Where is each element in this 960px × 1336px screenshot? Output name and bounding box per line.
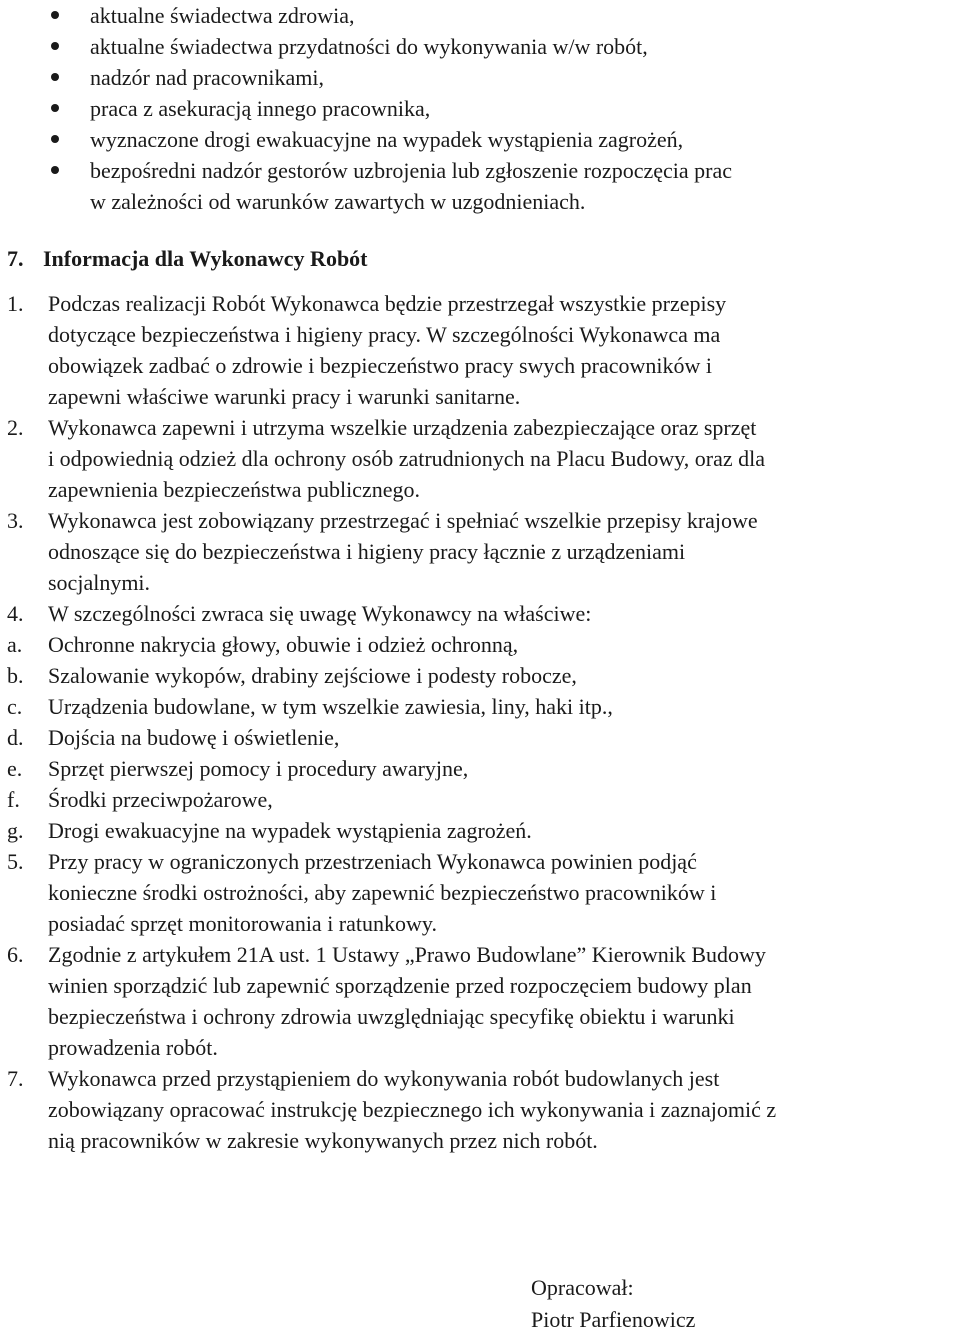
list-text-line: konieczne środki ostrożności, aby zapewnić bezpieczeństwo pracowników i <box>48 880 717 905</box>
bullet-icon <box>51 11 59 19</box>
list-item <box>0 598 960 629</box>
bullet-text: aktualne świadectwa przydatności do wykonywania w/w robót, <box>90 34 648 59</box>
list-marker: 2. <box>7 415 24 440</box>
bullet-item <box>0 124 960 155</box>
list-text-line: Dojścia na budowę i oświetlenie, <box>48 725 340 750</box>
bullet-text: nadzór nad pracownikami, <box>90 65 324 90</box>
list-item <box>0 846 960 939</box>
list-marker: 5. <box>7 849 24 874</box>
list-text-line: Wykonawca przed przystąpieniem do wykonywania robót budowlanych jest <box>48 1066 720 1091</box>
list-marker: 3. <box>7 508 24 533</box>
list-text-line: Urządzenia budowlane, w tym wszelkie zawiesia, liny, haki itp., <box>48 694 613 719</box>
bullet-item <box>0 31 960 62</box>
bullet-list <box>0 0 960 217</box>
bullet-text: aktualne świadectwa zdrowia, <box>90 3 355 28</box>
list-text-line: winien sporządzić lub zapewnić sporządzenie przed rozpoczęciem budowy plan <box>48 973 752 998</box>
list-marker: 7. <box>7 1066 24 1091</box>
list-text-line: nią pracowników w zakresie wykonywanych przez nich robót. <box>48 1128 598 1153</box>
list-text-line: Wykonawca jest zobowiązany przestrzegać i spełniać wszelkie przepisy krajowe <box>48 508 758 533</box>
list-item <box>0 784 960 815</box>
list-text-line: zapewnienia bezpieczeństwa publicznego. <box>48 477 420 502</box>
list-text-line: bezpieczeństwa i ochrony zdrowia uwzględniając specyfikę obiektu i warunki <box>48 1004 735 1029</box>
list-item <box>0 505 960 598</box>
list-marker: 1. <box>7 291 24 316</box>
bullet-item <box>0 0 960 31</box>
list-marker: g. <box>7 818 24 843</box>
list-text-line: posiadać sprzęt monitorowania i ratunkowy. <box>48 911 437 936</box>
list-item <box>0 939 960 1063</box>
bullet-icon <box>51 104 59 112</box>
bullet-text-line: bezpośredni nadzór gestorów uzbrojenia lub zgłoszenie rozpoczęcia prac <box>90 158 732 183</box>
list-text-line: socjalnymi. <box>48 570 151 595</box>
list-text-line: zapewni właściwe warunki pracy i warunki sanitarne. <box>48 384 521 409</box>
list-item <box>0 753 960 784</box>
list-text-line: Ochronne nakrycia głowy, obuwie i odzież ochronną, <box>48 632 519 657</box>
bullet-item <box>0 155 960 217</box>
section-number: 7. <box>7 246 24 271</box>
numbered-list <box>0 288 960 1156</box>
bullet-text <box>90 155 960 217</box>
section-title: Informacja dla Wykonawcy Robót <box>43 246 368 271</box>
list-marker: f. <box>7 787 20 812</box>
bullet-item <box>0 62 960 93</box>
list-text-line: dotyczące bezpieczeństwa i higieny pracy. W szczególności Wykonawca ma <box>48 322 721 347</box>
list-text-line: Szalowanie wykopów, drabiny zejściowe i podesty robocze, <box>48 663 577 688</box>
list-marker: b. <box>7 663 24 688</box>
list-marker: 4. <box>7 601 24 626</box>
section-heading <box>7 243 368 274</box>
list-text-line: obowiązek zadbać o zdrowie i bezpieczeństwo pracy swych pracowników i <box>48 353 713 378</box>
bullet-icon <box>51 166 59 174</box>
list-text-line: Drogi ewakuacyjne na wypadek wystąpienia zagrożeń. <box>48 818 532 843</box>
list-text-line: W szczególności zwraca się uwagę Wykonawcy na właściwe: <box>48 601 592 626</box>
list-text-line: Sprzęt pierwszej pomocy i procedury awaryjne, <box>48 756 469 781</box>
list-marker: c. <box>7 694 23 719</box>
list-item <box>0 629 960 660</box>
bullet-text: praca z asekuracją innego pracownika, <box>90 96 431 121</box>
signature-name: Piotr Parfienowicz <box>531 1307 696 1332</box>
list-marker: d. <box>7 725 24 750</box>
bullet-item <box>0 93 960 124</box>
list-item <box>0 815 960 846</box>
list-text-line: Zgodnie z artykułem 21A ust. 1 Ustawy „Prawo Budowlane” Kierownik Budowy <box>48 942 766 967</box>
list-item <box>0 412 960 505</box>
signature-label: Opracował: <box>531 1275 634 1300</box>
bullet-icon <box>51 42 59 50</box>
list-marker: 6. <box>7 942 24 967</box>
list-item <box>0 691 960 722</box>
list-marker: a. <box>7 632 23 657</box>
list-item <box>0 722 960 753</box>
list-text-line: i odpowiednią odzież dla ochrony osób zatrudnionych na Placu Budowy, oraz dla <box>48 446 766 471</box>
list-item <box>0 1063 960 1156</box>
list-marker: e. <box>7 756 23 781</box>
list-text-line: odnoszące się do bezpieczeństwa i higieny pracy łącznie z urządzeniami <box>48 539 686 564</box>
bullet-icon <box>51 135 59 143</box>
list-text-line: Wykonawca zapewni i utrzyma wszelkie urządzenia zabezpieczające oraz sprzęt <box>48 415 757 440</box>
list-item <box>0 288 960 412</box>
bullet-text: wyznaczone drogi ewakuacyjne na wypadek wystąpienia zagrożeń, <box>90 127 684 152</box>
bullet-icon <box>51 73 59 81</box>
list-text-line: Podczas realizacji Robót Wykonawca będzie przestrzegał wszystkie przepisy <box>48 291 727 316</box>
bullet-text-line: w zależności od warunków zawartych w uzgodnieniach. <box>90 189 586 214</box>
signature-block <box>531 1272 695 1336</box>
list-text-line: Środki przeciwpożarowe, <box>48 787 273 812</box>
list-text-line: prowadzenia robót. <box>48 1035 218 1060</box>
list-item <box>0 660 960 691</box>
list-text-line: zobowiązany opracować instrukcję bezpiecznego ich wykonywania i zaznajomić z <box>48 1097 777 1122</box>
list-text-line: Przy pracy w ograniczonych przestrzeniach Wykonawca powinien podjąć <box>48 849 697 874</box>
